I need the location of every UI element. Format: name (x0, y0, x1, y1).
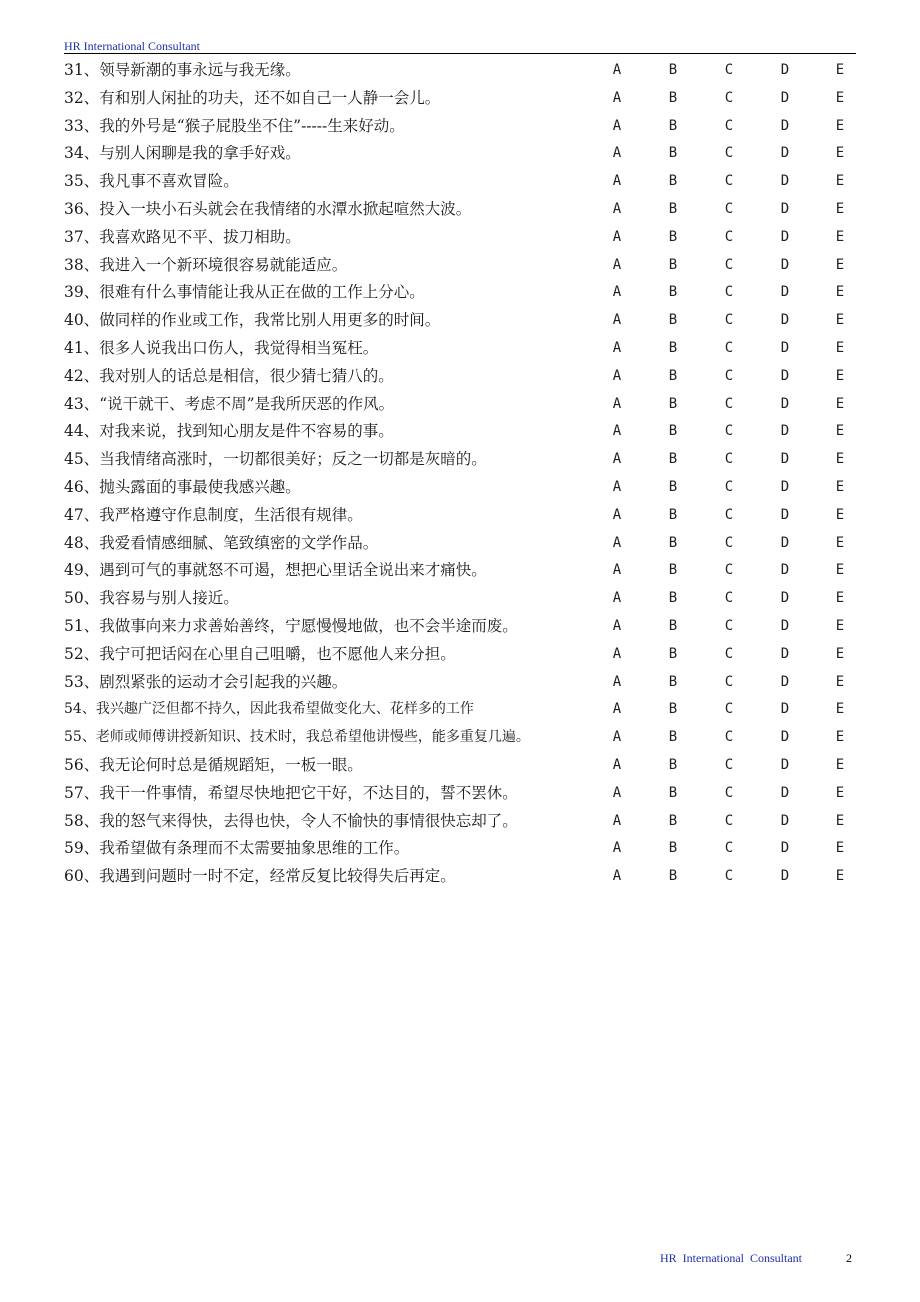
option-b[interactable]: B (668, 701, 678, 718)
option-a[interactable]: A (612, 562, 622, 579)
option-b[interactable]: B (668, 145, 678, 162)
question-text: 44、对我来说，找到知心朋友是件不容易的事。 (64, 422, 394, 441)
option-e[interactable]: E (835, 451, 845, 468)
question-text: 42、我对别人的话总是相信，很少猜七猜八的。 (64, 366, 394, 385)
option-b[interactable]: B (668, 173, 678, 190)
option-d[interactable]: D (780, 423, 790, 440)
option-e[interactable]: E (835, 562, 845, 579)
option-a[interactable]: A (612, 784, 622, 801)
option-b[interactable]: B (668, 451, 678, 468)
option-a[interactable]: A (612, 868, 622, 885)
option-d[interactable]: D (780, 729, 790, 746)
question-row (64, 279, 856, 307)
option-a[interactable]: A (612, 200, 622, 217)
question-row (64, 724, 856, 752)
option-b[interactable]: B (668, 200, 678, 217)
option-b[interactable]: B (668, 62, 678, 78)
option-a[interactable]: A (612, 673, 622, 690)
question-row (64, 57, 856, 85)
option-b[interactable]: B (668, 478, 678, 495)
option-b[interactable]: B (668, 395, 678, 412)
question-row (64, 530, 856, 558)
question-text: 60、我遇到问题时一时不定，经常反复比较得失后再定。 (64, 867, 456, 886)
question-text: 31、领导新潮的事永远与我无缘。 (64, 61, 301, 79)
question-text: 45、当我情绪高涨时，一切都很美好；反之一切都是灰暗的。 (64, 450, 487, 469)
question-row (64, 252, 856, 280)
option-c[interactable]: C (724, 784, 734, 801)
option-a[interactable]: A (612, 729, 622, 746)
option-b[interactable]: B (668, 617, 678, 634)
option-d[interactable]: D (780, 367, 790, 384)
option-e[interactable]: E (835, 339, 845, 356)
question-row (64, 502, 856, 530)
option-c[interactable]: C (724, 617, 734, 634)
page-number: 2 (846, 1251, 852, 1265)
option-e[interactable]: E (835, 590, 845, 607)
question-text: 33、我的外号是“猴子屁股坐不住”-----生来好动。 (64, 116, 405, 135)
option-c[interactable]: C (724, 478, 734, 495)
option-a[interactable]: A (612, 451, 622, 468)
option-d[interactable]: D (780, 395, 790, 412)
option-d[interactable]: D (780, 284, 790, 301)
option-c[interactable]: C (724, 173, 734, 190)
option-c[interactable]: C (724, 395, 734, 412)
option-d[interactable]: D (780, 562, 790, 579)
option-b[interactable]: B (668, 256, 678, 273)
option-a[interactable]: A (612, 478, 622, 495)
option-e[interactable]: E (835, 173, 845, 190)
option-e[interactable]: E (835, 534, 845, 551)
option-d[interactable]: D (780, 645, 790, 662)
option-c[interactable]: C (724, 756, 734, 773)
option-c[interactable]: C (724, 367, 734, 384)
question-row (64, 446, 856, 474)
option-b[interactable]: B (668, 312, 678, 329)
option-e[interactable]: E (835, 645, 845, 662)
option-e[interactable]: E (835, 423, 845, 440)
question-text: 38、我进入一个新环境很容易就能适应。 (64, 255, 348, 274)
question-row (64, 585, 856, 613)
option-a[interactable]: A (612, 284, 622, 301)
option-e[interactable]: E (835, 784, 845, 801)
option-d[interactable]: D (780, 339, 790, 356)
question-text: 58、我的怒气来得快，去得也快，令人不愉快的事情很快忘却了。 (64, 811, 518, 830)
option-a[interactable]: A (612, 145, 622, 162)
question-text: 55、老师或师傅讲授新知识、技术时，我总希望他讲慢些，能多重复几遍。 (64, 729, 530, 746)
page-header (64, 35, 856, 54)
option-e[interactable]: E (835, 89, 845, 106)
option-c[interactable]: C (724, 701, 734, 718)
option-d[interactable]: D (780, 145, 790, 162)
option-d[interactable]: D (780, 256, 790, 273)
question-text: 40、做同样的作业或工作，我常比别人用更多的时间。 (64, 311, 441, 330)
option-d[interactable]: D (780, 89, 790, 106)
option-e[interactable]: E (835, 312, 845, 329)
question-text: 46、抛头露面的事最使我感兴趣。 (64, 477, 301, 496)
option-c[interactable]: C (724, 868, 734, 885)
footer-title: HR International Consultant (660, 1251, 802, 1265)
option-b[interactable]: B (668, 840, 678, 857)
option-e[interactable]: E (835, 812, 845, 829)
option-a[interactable]: A (612, 228, 622, 245)
option-a[interactable]: A (612, 701, 622, 718)
option-a[interactable]: A (612, 590, 622, 607)
question-text: 49、遇到可气的事就怒不可遏，想把心里话全说出来才痛快。 (64, 561, 487, 580)
question-row (64, 696, 856, 724)
question-text: 51、我做事向来力求善始善终，宁愿慢慢地做，也不会半途而废。 (64, 616, 518, 635)
option-b[interactable]: B (668, 812, 678, 829)
option-c[interactable]: C (724, 534, 734, 551)
option-b[interactable]: B (668, 645, 678, 662)
question-row (64, 808, 856, 836)
question-row (64, 168, 856, 196)
option-e[interactable]: E (835, 200, 845, 217)
option-c[interactable]: C (724, 62, 734, 78)
option-e[interactable]: E (835, 756, 845, 773)
option-c[interactable]: C (724, 339, 734, 356)
option-c[interactable]: C (724, 673, 734, 690)
option-a[interactable]: A (612, 395, 622, 412)
question-text: 56、我无论何时总是循规蹈矩，一板一眼。 (64, 755, 363, 774)
question-row (64, 307, 856, 335)
question-text: 37、我喜欢路见不平、拔刀相助。 (64, 227, 301, 246)
question-row (64, 669, 856, 697)
option-e[interactable]: E (835, 395, 845, 412)
option-d[interactable]: D (780, 868, 790, 885)
question-row (64, 113, 856, 141)
question-text: 35、我凡事不喜欢冒险。 (64, 172, 239, 191)
question-row (64, 224, 856, 252)
option-e[interactable]: E (835, 673, 845, 690)
option-d[interactable]: D (780, 784, 790, 801)
option-a[interactable]: A (612, 339, 622, 356)
question-text: 32、有和别人闲扯的功夫，还不如自己一人静一会儿。 (64, 88, 441, 107)
option-a[interactable]: A (612, 117, 622, 134)
question-row (64, 474, 856, 502)
question-text: 34、与别人闲聊是我的拿手好戏。 (64, 144, 301, 163)
option-c[interactable]: C (724, 840, 734, 857)
question-row (64, 780, 856, 808)
option-d[interactable]: D (780, 506, 790, 523)
option-b[interactable]: B (668, 729, 678, 746)
question-text: 41、很多人说我出口伤人，我觉得相当冤枉。 (64, 338, 379, 357)
option-c[interactable]: C (724, 312, 734, 329)
option-d[interactable]: D (780, 117, 790, 134)
option-b[interactable]: B (668, 784, 678, 801)
option-c[interactable]: C (724, 145, 734, 162)
question-row (64, 835, 856, 863)
option-e[interactable]: E (835, 256, 845, 273)
option-a[interactable]: A (612, 62, 622, 78)
option-e[interactable]: E (835, 701, 845, 718)
option-e[interactable]: E (835, 729, 845, 746)
option-b[interactable]: B (668, 89, 678, 106)
option-a[interactable]: A (612, 645, 622, 662)
question-row (64, 418, 856, 446)
question-row (64, 752, 856, 780)
option-c[interactable]: C (724, 729, 734, 746)
option-a[interactable]: A (612, 617, 622, 634)
option-b[interactable]: B (668, 367, 678, 384)
option-d[interactable]: D (780, 590, 790, 607)
option-a[interactable]: A (612, 534, 622, 551)
option-b[interactable]: B (668, 117, 678, 134)
option-b[interactable]: B (668, 673, 678, 690)
question-text: 52、我宁可把话闷在心里自己咀嚼，也不愿他人来分担。 (64, 644, 456, 663)
option-e[interactable]: E (835, 617, 845, 634)
option-d[interactable]: D (780, 756, 790, 773)
option-a[interactable]: A (612, 423, 622, 440)
option-c[interactable]: C (724, 506, 734, 523)
question-row (64, 140, 856, 168)
option-a[interactable]: A (612, 312, 622, 329)
option-e[interactable]: E (835, 367, 845, 384)
option-e[interactable]: E (835, 145, 845, 162)
header-title: HR International Consultant (64, 39, 200, 53)
question-text: 47、我严格遵守作息制度，生活很有规律。 (64, 505, 363, 524)
question-text: 48、我爱看情感细腻、笔致缜密的文学作品。 (64, 533, 379, 552)
option-e[interactable]: E (835, 62, 845, 78)
option-b[interactable]: B (668, 562, 678, 579)
question-row (64, 557, 856, 585)
option-a[interactable]: A (612, 367, 622, 384)
option-d[interactable]: D (780, 228, 790, 245)
question-text: 36、投入一块小石头就会在我情绪的水潭水掀起喧然大波。 (64, 199, 472, 218)
question-row (64, 391, 856, 419)
option-b[interactable]: B (668, 756, 678, 773)
option-b[interactable]: B (668, 868, 678, 885)
option-d[interactable]: D (780, 451, 790, 468)
option-d[interactable]: D (780, 534, 790, 551)
option-b[interactable]: B (668, 423, 678, 440)
question-text: 59、我希望做有条理而不太需要抽象思维的工作。 (64, 839, 410, 858)
option-e[interactable]: E (835, 840, 845, 857)
option-c[interactable]: C (724, 89, 734, 106)
question-row (64, 863, 856, 891)
option-c[interactable]: C (724, 423, 734, 440)
option-c[interactable]: C (724, 117, 734, 134)
option-b[interactable]: B (668, 506, 678, 523)
option-e[interactable]: E (835, 478, 845, 495)
option-c[interactable]: C (724, 812, 734, 829)
option-d[interactable]: D (780, 478, 790, 495)
option-e[interactable]: E (835, 506, 845, 523)
option-a[interactable]: A (612, 756, 622, 773)
question-text: 39、很难有什么事情能让我从正在做的工作上分心。 (64, 283, 425, 302)
option-c[interactable]: C (724, 256, 734, 273)
option-b[interactable]: B (668, 284, 678, 301)
option-a[interactable]: A (612, 256, 622, 273)
option-b[interactable]: B (668, 534, 678, 551)
question-row (64, 641, 856, 669)
option-a[interactable]: A (612, 840, 622, 857)
option-e[interactable]: E (835, 117, 845, 134)
question-text: 53、剧烈紧张的运动才会引起我的兴趣。 (64, 672, 348, 691)
question-row (64, 613, 856, 641)
option-c[interactable]: C (724, 562, 734, 579)
page-footer (660, 1250, 860, 1266)
option-c[interactable]: C (724, 228, 734, 245)
option-a[interactable]: A (612, 173, 622, 190)
option-d[interactable]: D (780, 312, 790, 329)
option-d[interactable]: D (780, 62, 790, 78)
option-c[interactable]: C (724, 200, 734, 217)
question-text: 43、“说干就干、考虑不周”是我所厌恶的作风。 (64, 394, 395, 413)
option-c[interactable]: C (724, 284, 734, 301)
question-list (64, 57, 856, 891)
question-row (64, 335, 856, 363)
option-d[interactable]: D (780, 673, 790, 690)
option-d[interactable]: D (780, 173, 790, 190)
option-d[interactable]: D (780, 200, 790, 217)
option-e[interactable]: E (835, 284, 845, 301)
option-d[interactable]: D (780, 701, 790, 718)
question-row (64, 196, 856, 224)
question-text: 50、我容易与别人接近。 (64, 589, 239, 608)
option-b[interactable]: B (668, 339, 678, 356)
option-c[interactable]: C (724, 451, 734, 468)
question-row (64, 363, 856, 391)
option-d[interactable]: D (780, 812, 790, 829)
option-b[interactable]: B (668, 228, 678, 245)
option-c[interactable]: C (724, 590, 734, 607)
option-a[interactable]: A (612, 812, 622, 829)
option-d[interactable]: D (780, 617, 790, 634)
option-a[interactable]: A (612, 89, 622, 106)
question-text: 54、我兴趣广泛但都不持久，因此我希望做变化大、花样多的工作 (64, 701, 474, 718)
option-d[interactable]: D (780, 840, 790, 857)
option-e[interactable]: E (835, 868, 845, 885)
option-e[interactable]: E (835, 228, 845, 245)
option-b[interactable]: B (668, 590, 678, 607)
option-a[interactable]: A (612, 506, 622, 523)
option-c[interactable]: C (724, 645, 734, 662)
question-row (64, 85, 856, 113)
question-text: 57、我干一件事情，希望尽快地把它干好，不达目的，誓不罢休。 (64, 783, 518, 802)
